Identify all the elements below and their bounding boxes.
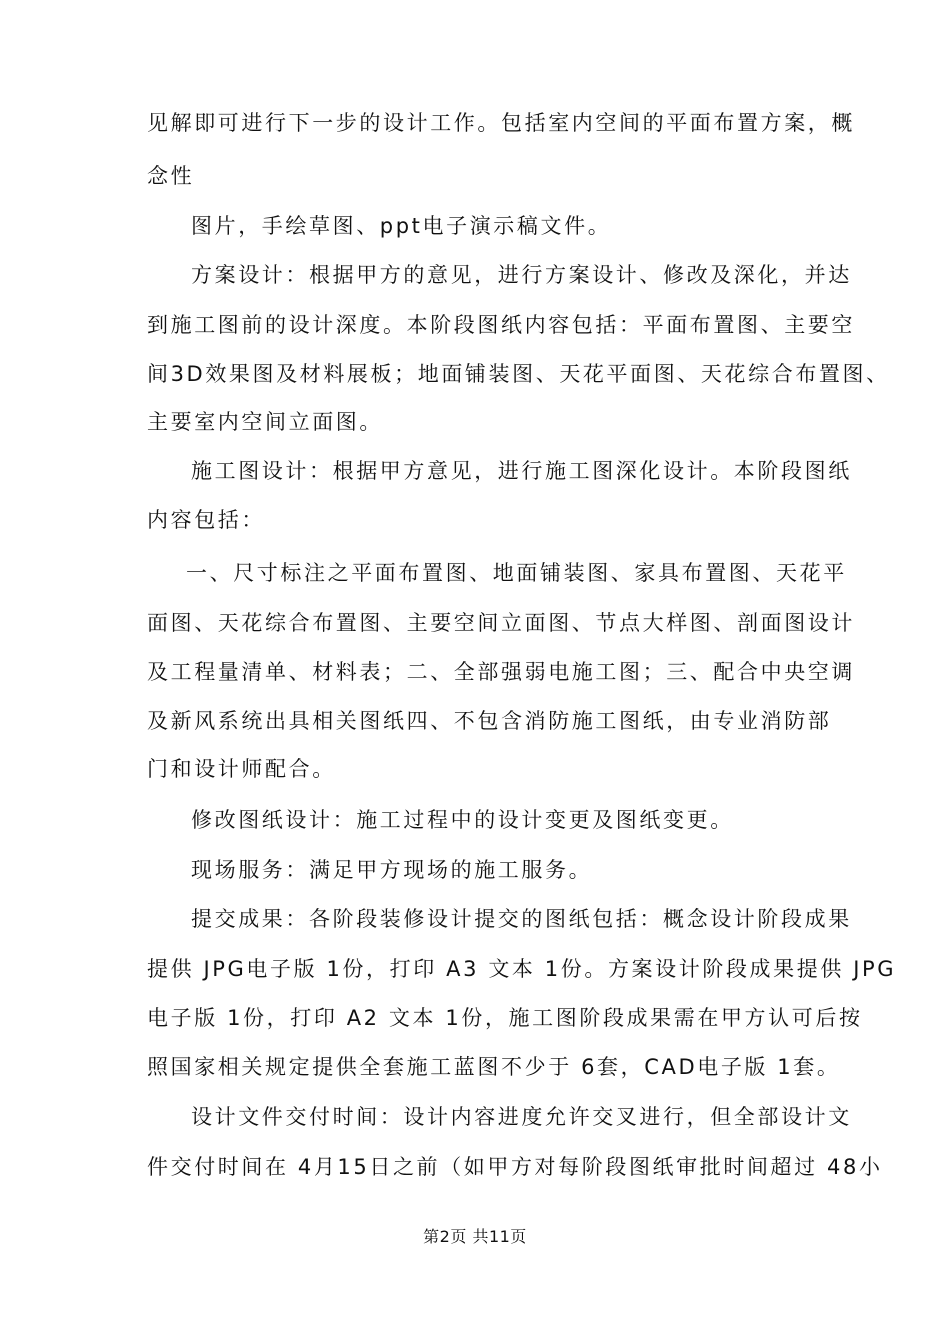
text-line: 设计文件交付时间：设计内容进度允许交叉进行，但全部设计文 (191, 1105, 852, 1129)
text-line: 一、尺寸标注之平面布置图、地面铺装图、家具布置图、天花平 (186, 561, 847, 585)
text-line: 照国家相关规定提供全套施工蓝图不少于 6套，CAD电子版 1套。 (147, 1055, 841, 1079)
text-line: 现场服务：满足甲方现场的施工服务。 (191, 858, 593, 882)
text-line: 见解即可进行下一步的设计工作。包括室内空间的平面布置方案，概 (147, 111, 855, 135)
text-line: 图片，手绘草图、ppt电子演示稿文件。 (191, 214, 612, 238)
text-line: 方案设计：根据甲方的意见，进行方案设计、修改及深化，并达 (191, 263, 852, 287)
text-line: 念性 (147, 164, 195, 188)
page-number-footer: 第2页 共11页 (423, 1227, 527, 1246)
text-line: 及工程量清单、材料表；二、全部强弱电施工图；三、配合中央空调 (147, 660, 855, 684)
text-line: 面图、天花综合布置图、主要空间立面图、节点大样图、剖面图设计 (147, 611, 855, 635)
text-line: 件交付时间在 4月15日之前（如甲方对每阶段图纸审批时间超过 48小 (147, 1155, 883, 1179)
text-line: 主要室内空间立面图。 (147, 410, 383, 434)
text-line: 到施工图前的设计深度。本阶段图纸内容包括：平面布置图、主要空 (147, 313, 855, 337)
text-line: 电子版 1份，打印 A2 文本 1份，施工图阶段成果需在甲方认可后按 (147, 1006, 863, 1030)
text-line: 及新风系统出具相关图纸四、不包含消防施工图纸，由专业消防部 (147, 709, 832, 733)
text-line: 提供 JPG电子版 1份，打印 A3 文本 1份。方案设计阶段成果提供 JPG (147, 957, 897, 981)
text-line: 提交成果：各阶段装修设计提交的图纸包括：概念设计阶段成果 (191, 907, 852, 931)
text-line: 内容包括： (147, 508, 265, 532)
text-line: 门和设计师配合。 (147, 757, 336, 781)
text-line: 间3D效果图及材料展板；地面铺装图、天花平面图、天花综合布置图、 (147, 362, 890, 386)
text-line: 修改图纸设计：施工过程中的设计变更及图纸变更。 (191, 808, 734, 832)
text-line: 施工图设计：根据甲方意见，进行施工图深化设计。本阶段图纸 (191, 459, 852, 483)
